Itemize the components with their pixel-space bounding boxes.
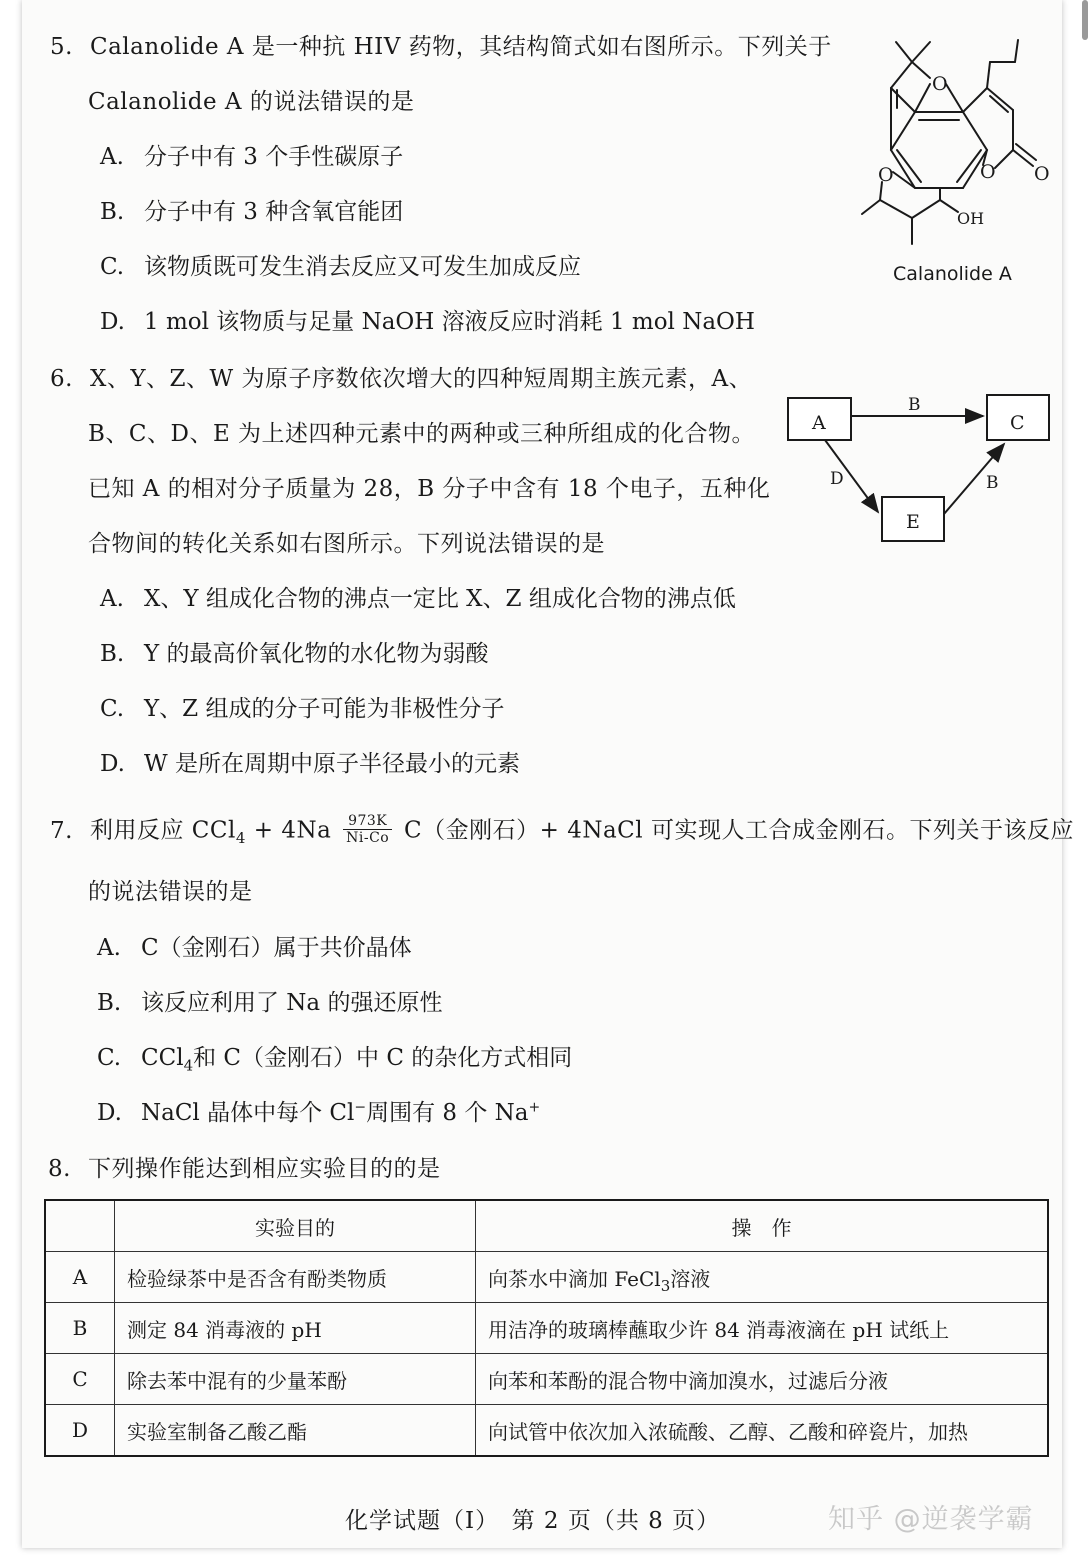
atom-o-lactone: O [980,161,996,183]
benzene-ring [891,112,987,188]
q5-option-a: A. 分子中有 3 个手性碳原子 [100,144,404,170]
arrow-ac-label: B [908,395,921,415]
scrollbar[interactable] [1082,0,1088,40]
q5-stem-line1: 5. Calanolide A 是一种抗 HIV 药物，其结构简式如右图所示。下列关于 [50,34,832,60]
q5-option-d: D. 1 mol 该物质与足量 NaOH 溶液反应时消耗 1 mol NaOH [100,309,755,335]
atom-o-lower: O [878,164,894,186]
atom-oh: OH [957,209,985,228]
header-operation: 操 作 [476,1200,1049,1252]
table-row: B 测定 84 消毒液的 pH 用洁净的玻璃棒蘸取少许 84 消毒液滴在 pH 试纸上 [45,1303,1048,1354]
q6-option-d: D. W 是所在周期中原子半径最小的元素 [100,751,520,777]
reaction-condition: $\frac{973K}{Ni-Co}$ [343,813,392,846]
q6-option-a: A. X、Y 组成化合物的沸点一定比 X、Z 组成化合物的沸点低 [100,586,736,612]
q7-option-b: B. 该反应利用了 Na 的强还原性 [97,990,443,1016]
q7-stem-line2: 的说法错误的是 [88,879,253,905]
q6-option-b: B. Y 的最高价氧化物的水化物为弱酸 [100,641,489,667]
q6-stem-line1: 6. X、Y、Z、W 为原子序数依次增大的四种短周期主族元素，A、 [50,366,753,392]
box-e-label: E [906,511,920,533]
q7-number: 7. [50,817,73,844]
q6-option-c: C. Y、Z 组成的分子可能为非极性分子 [100,696,505,722]
experiment-table [44,1199,1049,1457]
arrow-ae-label: D [830,469,844,489]
q6-stem-line4: 合物间的转化关系如右图所示。下列说法错误的是 [88,531,605,557]
q8-number: 8. [48,1156,71,1182]
molecule-caption: Calanolide A [893,263,1012,285]
q6-number: 6. [50,366,73,392]
table-header-row [45,1200,1048,1252]
arrow-ec-label: B [986,473,999,493]
conversion-diagram [780,385,1055,550]
atom-o-carbonyl: O [1034,163,1050,185]
page-footer: 化学试题（Ⅰ） 第 2 页（共 8 页） [345,1508,721,1534]
q7-option-c: C. CCl$_4$和 C（金刚石）中 C 的杂化方式相同 [97,1045,573,1075]
table-row: D 实验室制备乙酸乙酯 向试管中依次加入浓硫酸、乙醇、乙酸和碎瓷片，加热 [45,1405,1048,1457]
q5-stem-line2: Calanolide A 的说法错误的是 [88,89,415,115]
watermark: 知乎 @逆袭学霸 [828,1504,1034,1535]
q6-stem-line2: B、C、D、E 为上述四种元素中的两种或三种所组成的化合物。 [88,421,756,447]
box-a-label: A [812,412,826,434]
q5-option-c: C. 该物质既可发生消去反应又可发生加成反应 [100,254,581,280]
table-row: C 除去苯中混有的少量苯酚 向苯和苯酚的混合物中滴加溴水，过滤后分液 [45,1354,1048,1405]
table-row: A 检验绿茶中是否含有酚类物质 向茶水中滴加 FeCl$_3$溶液 [45,1252,1048,1303]
box-c-label: C [1010,412,1025,434]
header-label [45,1200,115,1252]
header-purpose: 实验目的 [115,1200,476,1252]
calanolide-a-structure [855,30,1060,260]
q7-stem-line1: 7. 利用反应 CCl$_4$ + 4Na $\frac{973K}{Ni-Co}$ C（金刚石）+ 4NaCl 可实现人工合成金刚石。下列关于该反应 [50,813,1074,848]
q8-stem: 8. 下列操作能达到相应实验目的的是 [48,1156,441,1182]
atom-o-upper: O [932,73,948,95]
q5-option-b: B. 分子中有 3 种含氧官能团 [100,199,404,225]
q5-number: 5. [50,34,73,60]
q7-option-a: A. C（金刚石）属于共价晶体 [97,935,412,961]
q7-option-d: D. NaCl 晶体中每个 Cl−周围有 8 个 Na+ [97,1099,541,1126]
q6-stem-line3: 已知 A 的相对分子质量为 28，B 分子中含有 18 个电子，五种化 [88,476,771,502]
